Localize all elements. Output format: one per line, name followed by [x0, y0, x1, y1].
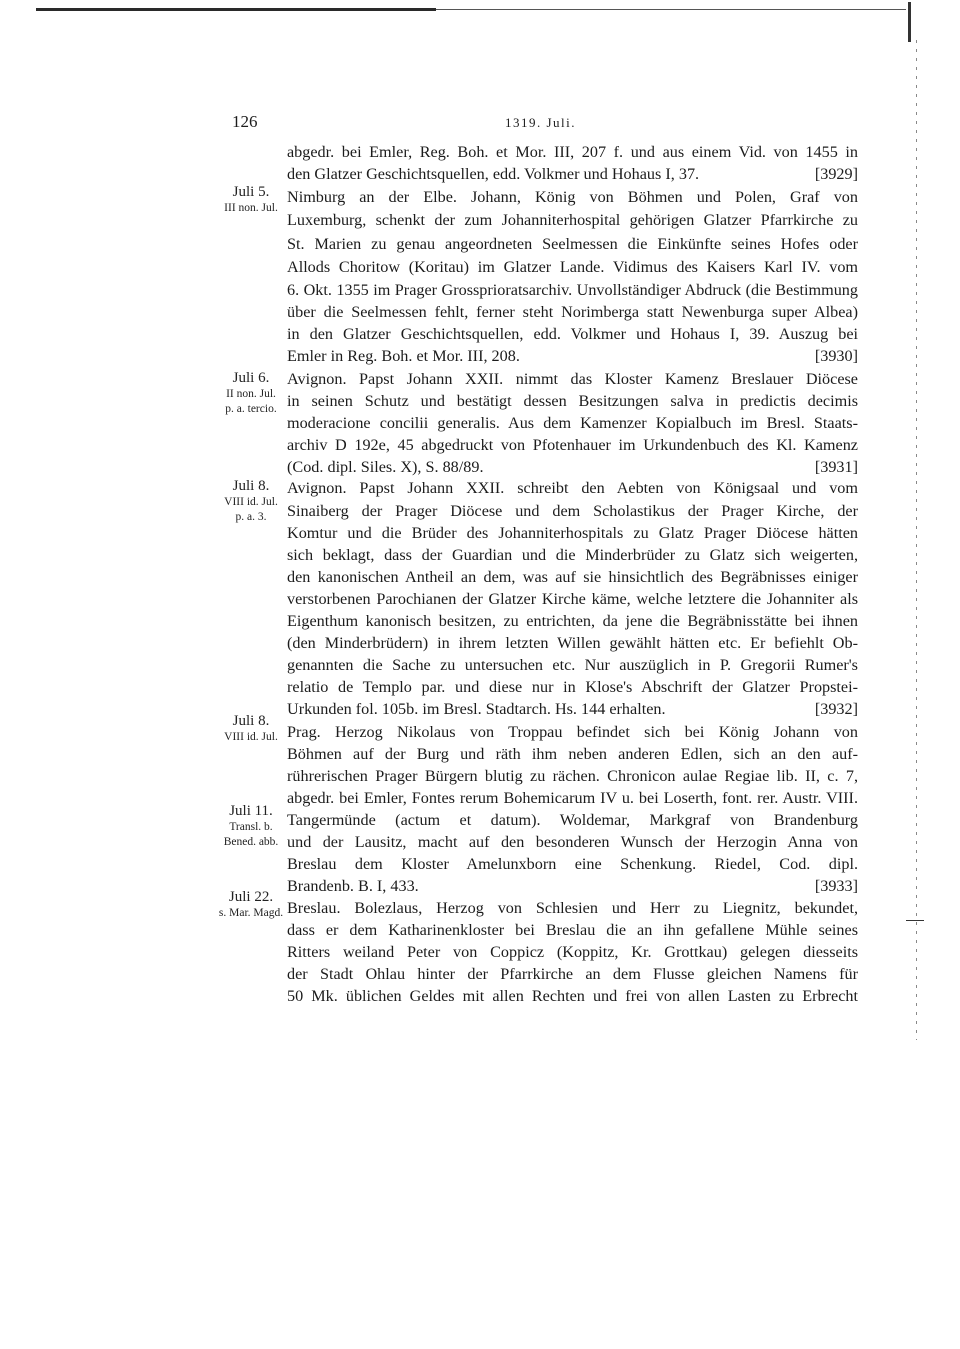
margin-feast: III non. Jul. — [224, 202, 278, 214]
text-line: Breslau dem Kloster Amelunxborn eine Schenkung. Riedel, Cod. dipl. — [287, 855, 858, 873]
margin-note — [212, 183, 290, 216]
text-line — [287, 346, 858, 366]
text-line: Sinaiberg der Prager Diöcese und dem Scholastikus der Prager Kirche, der — [287, 502, 858, 520]
text-line: Ritters weiland Peter von Coppicz (Koppitz, Kr. Grottkau) gelegen diesseits — [287, 943, 858, 961]
margin-note — [212, 477, 290, 525]
text-line: über die Seelmessen fehlt, ferner steht Norimberga statt Newenburga super Albea) — [287, 303, 858, 321]
text-line-content: Brandenb. B. I, 433. — [287, 877, 419, 895]
regest-number: [3932] — [814, 700, 858, 718]
margin-note — [212, 369, 290, 417]
margin-date: Juli 11. — [229, 803, 273, 819]
text-line — [287, 457, 858, 477]
margin-note — [212, 888, 290, 921]
scan-page-edge — [916, 40, 917, 1040]
text-line: Nimburg an der Elbe. Johann, König von Böhmen und Polen, Graf von — [287, 188, 858, 206]
text-line-content: Urkunden fol. 105b. im Bresl. Stadtarch. Hs. 144 erhalten. — [287, 700, 666, 718]
text-line: Komtur und die Brüder des Johanniterhospitals zu Glatz Prager Diöcese hätten — [287, 524, 858, 542]
text-line — [287, 164, 858, 184]
margin-date: Juli 22. — [228, 889, 274, 905]
margin-note — [212, 712, 290, 745]
regest-number: [3933] — [814, 877, 858, 895]
text-line: Prag. Herzog Nikolaus von Troppau befindet sich bei König Johann von — [287, 723, 858, 741]
text-line-content: (Cod. dipl. Siles. X), S. 88/89. — [287, 458, 484, 476]
margin-feast: VIII id. Jul. p. a. 3. — [224, 496, 278, 523]
margin-date: Juli 5. — [232, 184, 270, 200]
text-line: Avignon. Papst Johann XXII. schreibt den Aebten von Königsaal und vom — [287, 479, 858, 497]
text-line: archiv D 192e, 45 abgedruckt von Pfotenhauer im Urkundenbuch des Kl. Kamenz — [287, 436, 858, 454]
text-line: den kanonischen Antheil an dem, was auf sie hinsichtlich des Begräbnisses einiger — [287, 568, 858, 586]
text-line: abgedr. bei Emler, Fontes rerum Bohemicarum IV u. bei Loserth, font. rer. Austr. VIII. — [287, 789, 858, 807]
text-line: Avignon. Papst Johann XXII. nimmt das Kloster Kamenz Breslauer Diöcese — [287, 370, 858, 388]
regest-number: [3931] — [814, 458, 858, 476]
text-line: der Stadt Ohlau hinter der Pfarrkirche an dem Flusse gleichen Namens für — [287, 965, 858, 983]
text-line: Tangermünde (actum et datum). Woldemar, Markgraf von Brandenburg — [287, 811, 858, 829]
text-line: und der Lausitz, macht auf den besonderen Wunsch der Herzogin Anna von — [287, 833, 858, 851]
margin-feast: s. Mar. Magd. — [218, 907, 284, 919]
text-line: in den Glatzer Geschichtsquellen, edd. Volkmer und Hohaus I, 39. Auszug bei — [287, 325, 858, 343]
text-line: Luxemburg, schenkt der zum Johanniterhospital gehörigen Glatzer Pfarrkirche zu — [287, 211, 858, 229]
text-line: sich beklagt, dass der Guardian und die Minderbrüder zu Glatz sich weigerten, — [287, 546, 858, 564]
running-head: 1319. Juli. — [505, 115, 577, 130]
text-line: in seinen Schutz und bestätigt dessen Besitzungen salva in predictis decimis — [287, 392, 858, 410]
margin-feast: Transl. b. Bened. abb. — [223, 821, 279, 848]
regest-number: [3929] — [814, 165, 858, 183]
text-line: verstorbenen Parochianen der Glatzer Kirche käme, welche letztere die Johanniter als — [287, 590, 858, 608]
scan-bar-thin — [436, 9, 906, 10]
text-line: Allods Choritow (Koritau) im Glatzer Lande. Vidimus des Kaisers Karl IV. vom — [287, 258, 858, 276]
text-line: 50 Mk. üblichen Geldes mit allen Rechten und frei von allen Lasten zu Erbrecht — [287, 987, 858, 1005]
text-line-content: Emler in Reg. Boh. et Mor. III, 208. — [287, 347, 520, 365]
scan-edge-artifact — [0, 0, 960, 16]
regest-number: [3930] — [814, 347, 858, 365]
scan-corner-mark — [908, 2, 911, 42]
text-line: Eigenthum kanonisch besitzen, zu entrichten, da jene die Begräbnisstätte bei ihnen — [287, 612, 858, 630]
text-line: Böhmen auf der Burg und räth ihm neben anderen Edlen, sich an den auf- — [287, 745, 858, 763]
text-line — [287, 876, 858, 896]
text-line: relatio de Templo par. und diese nur in Klose's Abschrift der Glatzer Propstei- — [287, 678, 858, 696]
text-line: 6. Okt. 1355 im Prager Grossprioratsarchiv. Unvollständiger Abdruck (die Bestimmung — [287, 281, 858, 299]
margin-date: Juli 8. — [232, 713, 270, 729]
text-line: abgedr. bei Emler, Reg. Boh. et Mor. III, 207 f. und aus einem Vid. von 1455 in — [287, 143, 858, 161]
page-number: 126 — [232, 112, 258, 131]
margin-feast: II non. Jul. p. a. tercio. — [225, 388, 277, 415]
text-line: dass er dem Katharinenkloster bei Breslau die an ihn gefallene Mühle seines — [287, 921, 858, 939]
scan-edge-tick — [906, 920, 924, 921]
margin-feast: VIII id. Jul. — [224, 731, 278, 743]
text-line — [287, 699, 858, 719]
text-line: moderacione concilii generalis. Aus dem Kamenzer Kopialbuch im Bresl. Staats- — [287, 414, 858, 432]
margin-date: Juli 6. — [232, 370, 270, 386]
margin-note — [212, 802, 290, 850]
text-line: genannten die Sache zu untersuchen etc. Nur auszüglich in P. Gregorii Rumer's — [287, 656, 858, 674]
text-line: Breslau. Bolezlaus, Herzog von Schlesien und Herr zu Liegnitz, bekundet, — [287, 899, 858, 917]
margin-date: Juli 8. — [232, 478, 270, 494]
text-line: rührerischen Prager Bürgern blutig zu rächen. Chronicon aulae Regiae lib. II, c. 7, — [287, 767, 858, 785]
text-line: St. Marien zu genau angeordneten Seelmessen die Einkünfte seines Hofes oder — [287, 235, 858, 253]
text-line: (den Minderbrüdern) in ihrem letzten Willen gewählt hätten etc. Er befiehlt Ob- — [287, 634, 858, 652]
scan-bar-dark — [36, 8, 436, 11]
text-line-content: den Glatzer Geschichtsquellen, edd. Volkmer und Hohaus I, 37. — [287, 165, 700, 183]
